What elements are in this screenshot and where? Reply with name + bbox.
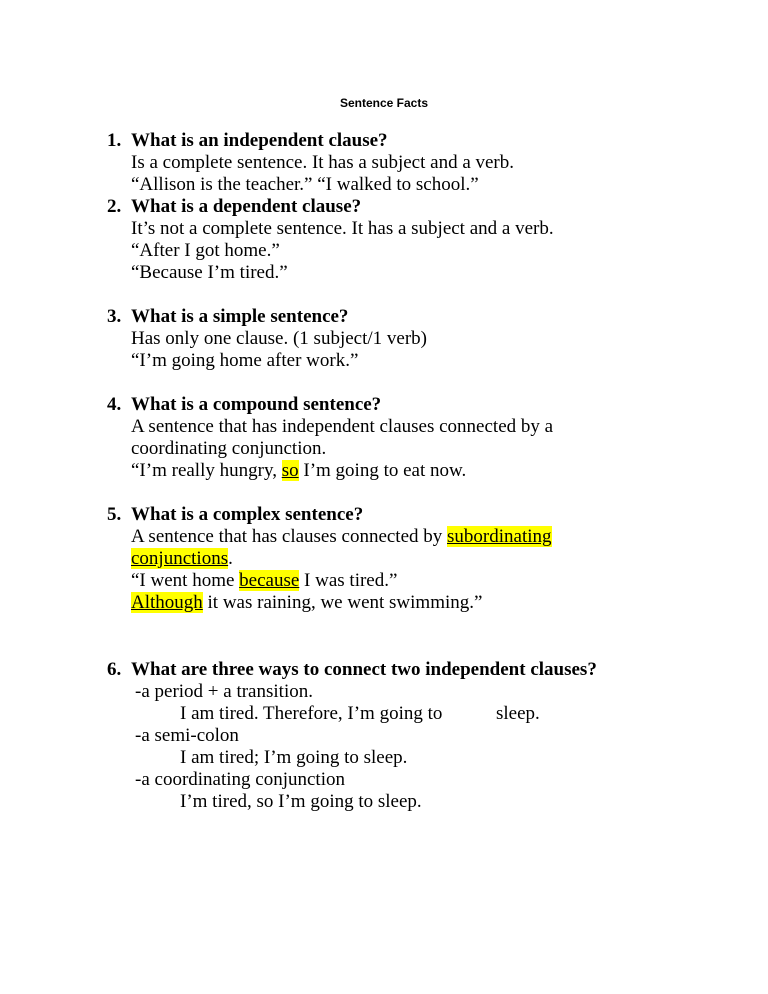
way-example: I’m tired, so I’m going to sleep. (180, 791, 422, 812)
highlighted-word: subordinating (447, 526, 552, 547)
item-number: 2. (107, 196, 122, 217)
highlighted-word: so (281, 460, 299, 481)
question-1 (107, 130, 388, 152)
text-span: I’m going to eat now. (298, 460, 467, 481)
answer-line (131, 548, 233, 570)
text-span: I was tired.” (299, 570, 398, 591)
item-number: 4. (107, 394, 122, 415)
text-span: . (228, 548, 233, 569)
question-text: What is a complex sentence? (131, 504, 364, 525)
item-number: 1. (107, 130, 122, 151)
question-5 (107, 504, 363, 526)
question-2 (107, 196, 361, 218)
question-6 (107, 659, 597, 681)
answer-line: It’s not a complete sentence. It has a subject and a verb. (131, 218, 554, 239)
answer-line: A sentence that has independent clauses connected by a (131, 416, 554, 437)
example-line: “Allison is the teacher.” “I walked to school.” (131, 174, 479, 195)
way-example (180, 703, 540, 725)
example-line: “Because I’m tired.” (131, 262, 288, 283)
example-line (131, 592, 482, 614)
question-text: What is a simple sentence? (131, 306, 349, 327)
answer-line: Has only one clause. (1 subject/1 verb) (131, 328, 427, 349)
question-text: What is a dependent clause? (131, 196, 362, 217)
item-number: 6. (107, 659, 122, 680)
text-span: A sentence that has clauses connected by (131, 526, 448, 547)
example-line: “I’m going home after work.” (131, 350, 359, 371)
text-span: I am tired. Therefore, I’m going to (180, 703, 443, 724)
text-span: sleep. (496, 703, 540, 724)
question-4 (107, 394, 381, 416)
way-label: -a coordinating conjunction (135, 769, 345, 790)
question-3 (107, 306, 348, 328)
highlighted-word: Although (131, 592, 203, 613)
text-span: “I’m really hungry, (131, 460, 282, 481)
example-line: “After I got home.” (131, 240, 280, 261)
highlighted-word: conjunctions (131, 548, 229, 569)
question-text: What is a compound sentence? (131, 394, 382, 415)
text-span: “I went home (131, 570, 240, 591)
way-label: -a period + a transition. (135, 681, 313, 702)
text-span: it was raining, we went swimming.” (202, 592, 483, 613)
answer-line: coordinating conjunction. (131, 438, 327, 459)
example-line (131, 460, 466, 482)
way-example: I am tired; I’m going to sleep. (180, 747, 408, 768)
way-label: -a semi-colon (135, 725, 239, 746)
answer-line (131, 526, 552, 548)
item-number: 3. (107, 306, 122, 327)
question-text: What are three ways to connect two independent clauses? (131, 659, 597, 680)
example-line (131, 570, 397, 592)
highlighted-word: because (239, 570, 300, 591)
item-number: 5. (107, 504, 122, 525)
question-text: What is an independent clause? (131, 130, 388, 151)
answer-line: Is a complete sentence. It has a subject and a verb. (131, 152, 515, 173)
page-title: Sentence Facts (339, 96, 429, 110)
